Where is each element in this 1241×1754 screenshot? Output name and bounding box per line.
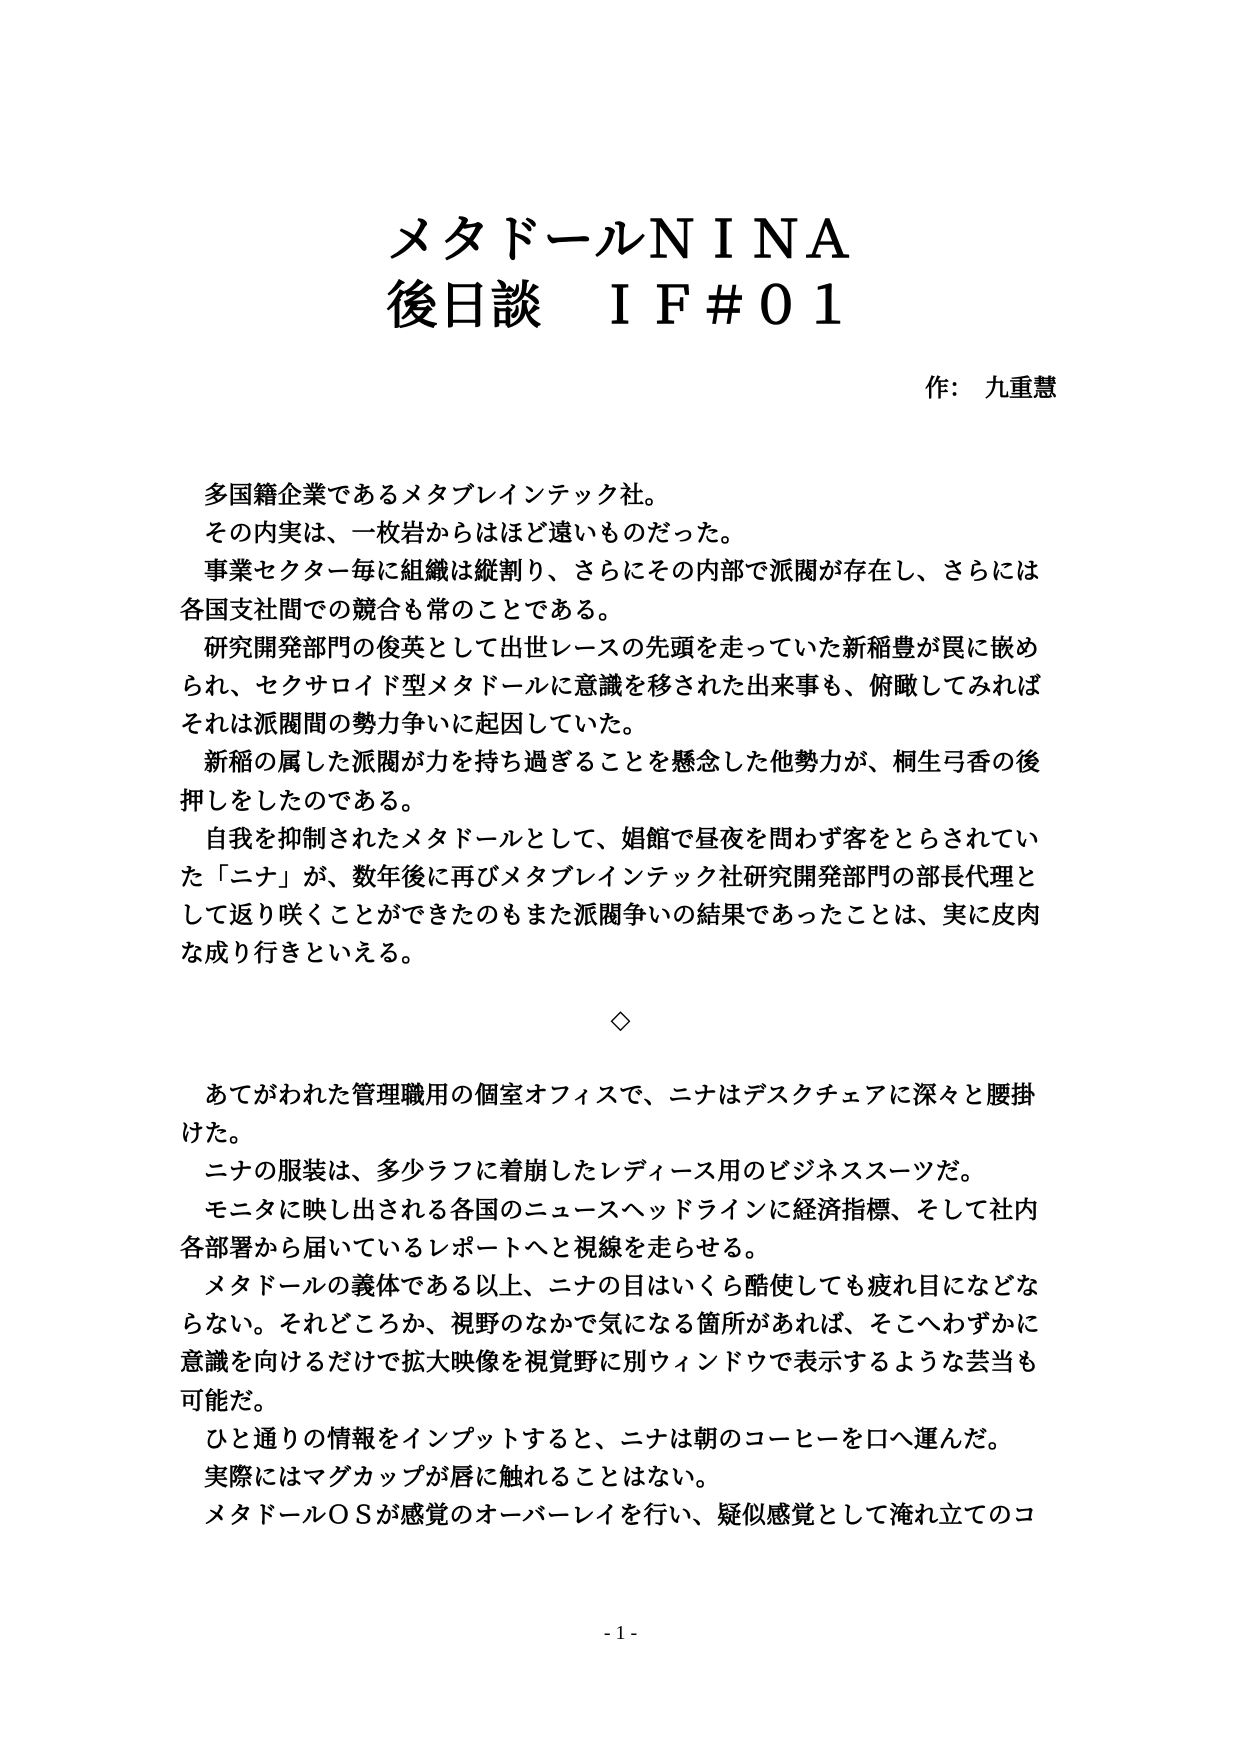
paragraph: モニタに映し出される各国のニュースヘッドラインに経済指標、そして社内各部署から届いているレポートへと視線を走らせる。	[180, 1195, 1039, 1262]
paragraph: ニナの服装は、多少ラフに着崩したレディース用のビジネススーツだ。	[204, 1157, 986, 1186]
paragraph: メタドールＯＳが感覚のオーバーレイを行い、疑似感覚として淹れ立てのコ	[204, 1501, 1038, 1530]
paragraph: 事業セクター毎に組織は縦割り、さらにその内部で派閥が存在し、さらには各国支社間での競合も常のことである。	[180, 557, 1040, 624]
scene-break-diamond: ◇	[610, 1005, 631, 1035]
paragraph: あてがわれた管理職用の個室オフィスで、ニナはデスクチェアに深々と腰掛けた。	[180, 1081, 1036, 1148]
paragraph: その内実は、一枚岩からはほど遠いものだった。	[204, 519, 746, 548]
paragraph: ひと通りの情報をインプットすると、ニナは朝のコーヒーを口へ運んだ。	[204, 1424, 1013, 1453]
paragraph: 自我を抑制されたメタドールとして、娼館で昼夜を問わず客をとらされていた「ニナ」が、数年後に再びメタブレインテック社研究開発部門の部長代理として返り咲くことができたのもまた派閥争いの結果であったことは、実に皮肉な成り行きといえる。	[180, 824, 1041, 968]
title-line-2: 後日談 ＩＦ＃０１	[386, 277, 855, 336]
author-credit: 作： 九重慧	[925, 374, 1057, 402]
title-line-1: メタドールＮＩＮＡ	[387, 211, 854, 270]
body-section-1	[180, 476, 1060, 973]
paragraph: 研究開発部門の俊英として出世レースの先頭を走っていた新稲豊が罠に嵌められ、セクサロイド型メタドールに意識を移された出来事も、俯瞰してみればそれは派閥間の勢力争いに起因していた。	[180, 633, 1042, 739]
title-block	[0, 208, 1241, 340]
paragraph: 新稲の属した派閥が力を持ち過ぎることを懸念した他勢力が、桐生弓香の後押しをしたのである。	[180, 748, 1041, 815]
paragraph: メタドールの義体である以上、ニナの目はいくら酷使しても疲れ目になどならない。それどころか、視野のなかで気になる箇所があれば、そこへわずかに意識を向けるだけで拡大映像を視覚野に別ウィンドウで表示するような芸当も可能だ。	[180, 1272, 1041, 1415]
body-section-2	[180, 1076, 1060, 1534]
paragraph: 多国籍企業であるメタブレインテック社。	[204, 481, 670, 509]
paragraph: 実際にはマグカップが唇に触れることはない。	[204, 1463, 721, 1492]
page-number: - 1 -	[603, 1622, 638, 1644]
